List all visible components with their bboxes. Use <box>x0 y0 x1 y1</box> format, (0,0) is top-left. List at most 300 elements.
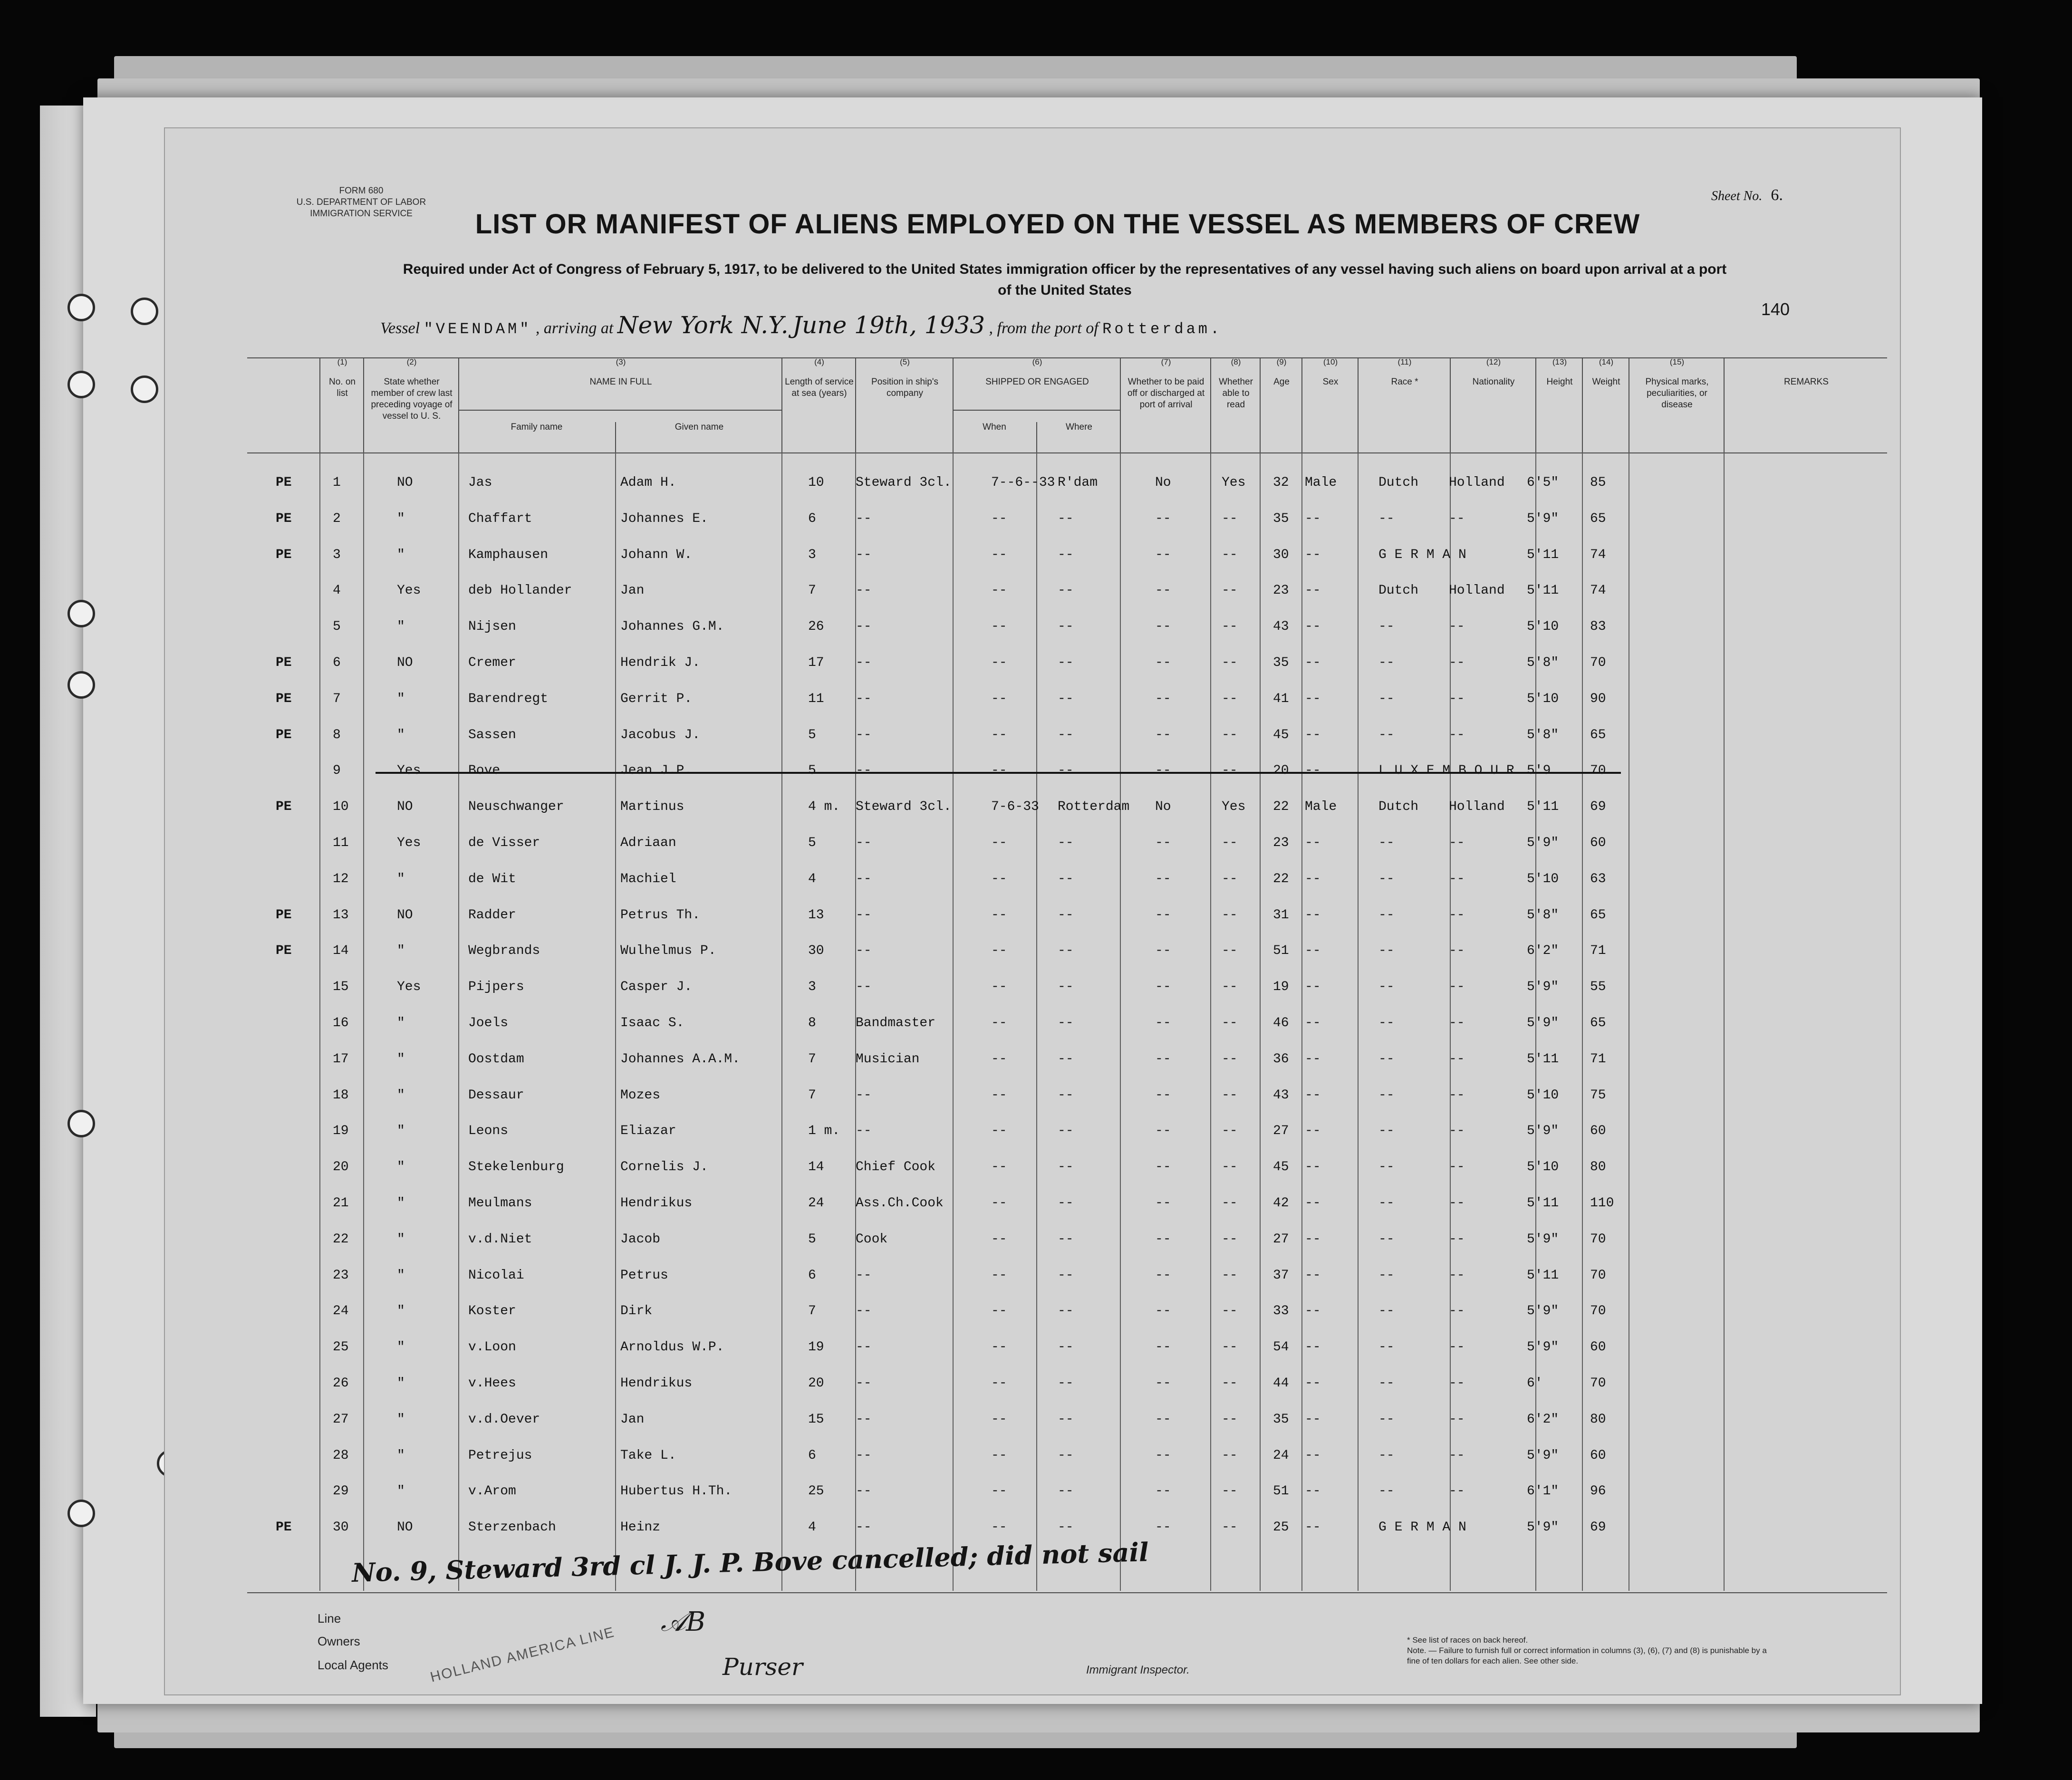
age-cell: 23 <box>1273 836 1289 850</box>
pe-margin-mark: PE <box>276 475 292 490</box>
row-number-cell: 7 <box>333 691 341 706</box>
column-header-name: (3) NAME IN FULL <box>458 357 782 452</box>
position-cell: -- <box>856 836 872 850</box>
paid-off-cell: -- <box>1155 980 1171 995</box>
position-cell: Chief Cook <box>856 1160 936 1175</box>
shipped-where-cell: -- <box>1058 1412 1074 1427</box>
nationality-cell: -- <box>1449 980 1465 995</box>
sex-cell: -- <box>1305 583 1321 598</box>
weight-cell: 70 <box>1590 1304 1606 1319</box>
able-to-read-cell: -- <box>1222 836 1238 850</box>
binder-ring <box>131 298 158 325</box>
prev-voyage-cell: " <box>397 1484 405 1499</box>
cancellation-note: No. 9, Steward 3rd cl J. J. P. Bove cancelled; did not sail <box>351 1537 1149 1588</box>
paid-off-cell: -- <box>1155 1376 1171 1391</box>
race-cell: -- <box>1378 1016 1395 1030</box>
shipped-where-cell: Rotterdam <box>1058 799 1130 815</box>
table-row <box>0 1006 1606 1042</box>
race-cell: -- <box>1378 1484 1395 1499</box>
family-name-cell: Petrejus <box>468 1448 532 1463</box>
given-name-cell: Johannes G.M. <box>620 619 724 635</box>
line-label: Line <box>318 1611 341 1626</box>
pe-margin-mark: PE <box>276 547 292 562</box>
service-years-cell: 6 <box>808 1448 816 1463</box>
column-header-read: (8) Whether able to read <box>1210 357 1261 452</box>
shipped-when-cell: -- <box>991 1232 1007 1247</box>
age-cell: 22 <box>1273 871 1289 886</box>
prev-voyage-cell: Yes <box>397 836 421 850</box>
sex-cell: -- <box>1305 1520 1321 1535</box>
race-note: * See list of races on back hereof. <box>1407 1636 1528 1645</box>
height-cell: 5'10 <box>1527 871 1559 886</box>
from-label: , from the port of <box>989 319 1099 337</box>
shipped-where-cell: -- <box>1058 1160 1074 1175</box>
weight-cell: 83 <box>1590 619 1606 635</box>
height-cell: 6' <box>1527 1376 1543 1391</box>
row-number-cell: 8 <box>333 727 341 742</box>
prev-voyage-cell: " <box>397 1051 405 1067</box>
given-name-cell: Jan <box>620 1412 645 1427</box>
position-cell: -- <box>856 655 872 670</box>
nationality-cell: -- <box>1449 1160 1465 1175</box>
row-number-cell: 24 <box>333 1304 349 1319</box>
footer-notes <box>1407 1635 1778 1666</box>
height-cell: 6'1" <box>1527 1484 1559 1499</box>
table-row <box>0 466 1606 502</box>
nationality-cell: -- <box>1449 1087 1465 1103</box>
given-name-cell: Hendrik J. <box>620 655 701 670</box>
row-number-cell: 4 <box>333 583 341 598</box>
weight-cell: 60 <box>1590 836 1606 850</box>
height-cell: 5'10 <box>1527 619 1559 635</box>
sex-cell: -- <box>1305 1484 1321 1499</box>
given-name-cell: Martinus <box>620 799 684 815</box>
race-cell: -- <box>1378 980 1395 995</box>
position-cell: Steward 3cl. <box>856 475 952 490</box>
row-number-cell: 15 <box>333 980 349 995</box>
paid-off-cell: -- <box>1155 511 1171 526</box>
weight-cell: 74 <box>1590 583 1606 598</box>
family-name-cell: v.Loon <box>468 1340 516 1355</box>
service-years-cell: 5 <box>808 836 816 850</box>
height-cell: 5'11 <box>1527 583 1559 598</box>
race-cell: -- <box>1378 1340 1395 1355</box>
nationality-cell: -- <box>1449 871 1465 886</box>
paid-off-cell: -- <box>1155 1232 1171 1247</box>
age-cell: 27 <box>1273 1124 1289 1139</box>
prev-voyage-cell: Yes <box>397 583 421 598</box>
position-cell: -- <box>856 1484 872 1499</box>
vessel-line <box>380 311 1664 339</box>
height-cell: 5'10 <box>1527 1087 1559 1103</box>
shipped-where-cell: -- <box>1058 1304 1074 1319</box>
race-cell: -- <box>1378 907 1395 923</box>
age-cell: 22 <box>1273 799 1289 815</box>
sex-cell: -- <box>1305 943 1321 959</box>
page-number: 140 <box>1761 299 1790 319</box>
paid-off-cell: -- <box>1155 547 1171 562</box>
service-years-cell: 13 <box>808 907 824 923</box>
weight-cell: 63 <box>1590 871 1606 886</box>
position-cell: Ass.Ch.Cook <box>856 1196 944 1211</box>
service-years-cell: 5 <box>808 1232 816 1247</box>
service: IMMIGRATION SERVICE <box>310 209 413 219</box>
row-number-cell: 13 <box>333 907 349 923</box>
height-cell: 5'11 <box>1527 1051 1559 1067</box>
pe-margin-mark: PE <box>276 907 292 923</box>
paid-off-cell: -- <box>1155 1448 1171 1463</box>
column-header-no: (1) No. on list <box>319 357 364 452</box>
service-years-cell: 24 <box>808 1196 824 1211</box>
position-cell: -- <box>856 511 872 526</box>
form-subtitle <box>304 259 1825 301</box>
service-years-cell: 11 <box>808 691 824 706</box>
nationality-cell: -- <box>1449 1448 1465 1463</box>
age-cell: 30 <box>1273 547 1289 562</box>
given-name-cell: Petrus Th. <box>620 907 701 923</box>
paid-off-cell: -- <box>1155 583 1171 598</box>
prev-voyage-cell: " <box>397 1016 405 1030</box>
nationality-cell: -- <box>1449 1340 1465 1355</box>
family-name-cell: Pijpers <box>468 980 524 995</box>
column-header-position: (5) Position in ship's company <box>855 357 954 452</box>
binder-ring <box>131 375 158 403</box>
row-number-cell: 2 <box>333 511 341 526</box>
shipped-where-cell: -- <box>1058 511 1074 526</box>
arrival-port: New York N.Y. <box>617 311 789 339</box>
weight-cell: 60 <box>1590 1448 1606 1463</box>
table-row <box>0 1330 1606 1366</box>
age-cell: 35 <box>1273 511 1289 526</box>
height-cell: 5'9" <box>1527 1016 1559 1030</box>
shipped-where-cell: -- <box>1058 1520 1074 1535</box>
where-header: Where <box>1036 422 1121 452</box>
row-number-cell: 11 <box>333 836 349 850</box>
sex-cell: -- <box>1305 1268 1321 1283</box>
race-cell: -- <box>1378 836 1395 850</box>
position-cell: -- <box>856 1268 872 1283</box>
sex-cell: -- <box>1305 1232 1321 1247</box>
shipped-where-cell: -- <box>1058 980 1074 995</box>
column-header-nationality: (12) Nationality <box>1450 357 1536 452</box>
age-cell: 51 <box>1273 943 1289 959</box>
race-cell: -- <box>1378 619 1395 635</box>
weight-cell: 75 <box>1590 1087 1606 1103</box>
shipped-where-cell: -- <box>1058 1268 1074 1283</box>
table-row <box>0 1439 1606 1475</box>
age-cell: 45 <box>1273 727 1289 742</box>
age-cell: 23 <box>1273 583 1289 598</box>
family-name-cell: Nijsen <box>468 619 516 635</box>
row-number-cell: 6 <box>333 655 341 670</box>
position-cell: -- <box>856 907 872 923</box>
race-cell: -- <box>1378 727 1395 742</box>
table-row <box>0 1114 1606 1150</box>
row-number-cell: 21 <box>333 1196 349 1211</box>
able-to-read-cell: -- <box>1222 1232 1238 1247</box>
pe-margin-mark: PE <box>276 799 292 815</box>
shipped-when-cell: -- <box>991 1124 1007 1139</box>
height-cell: 6'5" <box>1527 475 1559 490</box>
weight-cell: 70 <box>1590 1232 1606 1247</box>
nationality-cell: -- <box>1449 511 1465 526</box>
purser-title: Purser <box>723 1653 803 1681</box>
family-name-cell: Radder <box>468 907 516 923</box>
nationality-cell: -- <box>1449 1268 1465 1283</box>
shipped-where-cell: -- <box>1058 1051 1074 1067</box>
age-cell: 24 <box>1273 1448 1289 1463</box>
paid-off-cell: -- <box>1155 1340 1171 1355</box>
age-cell: 35 <box>1273 1412 1289 1427</box>
row-number-cell: 22 <box>333 1232 349 1247</box>
shipped-when-cell: -- <box>991 655 1007 670</box>
height-cell: 5'9" <box>1527 1448 1559 1463</box>
given-name-cell: Hendrikus <box>620 1376 693 1391</box>
shipped-where-cell: -- <box>1058 907 1074 923</box>
position-cell: Cook <box>856 1232 888 1247</box>
given-name-cell: Petrus <box>620 1268 668 1283</box>
subtitle-line: Required under Act of Congress of February 5, 1917, to be delivered to the United States immigration officer by the representatives of any vessel having such aliens on board upon arrival at a port <box>403 261 1727 277</box>
nationality-cell: -- <box>1449 1484 1465 1499</box>
shipped-when-cell: -- <box>991 1160 1007 1175</box>
name-subrule <box>458 410 781 411</box>
vessel-label: Vessel <box>380 319 420 337</box>
able-to-read-cell: -- <box>1222 619 1238 635</box>
service-years-cell: 3 <box>808 547 816 562</box>
prev-voyage-cell: " <box>397 1160 405 1175</box>
table-row <box>0 862 1606 898</box>
footer-rule <box>247 1592 1887 1593</box>
height-cell: 5'8" <box>1527 727 1559 742</box>
given-name-cell: Mozes <box>620 1087 661 1103</box>
weight-cell: 70 <box>1590 763 1606 779</box>
table-row <box>0 502 1606 538</box>
family-name-header: Family name <box>511 422 563 432</box>
shipped-where-cell: -- <box>1058 836 1074 850</box>
prev-voyage-cell: Yes <box>397 980 421 995</box>
position-cell: -- <box>856 619 872 635</box>
age-cell: 20 <box>1273 763 1289 779</box>
family-name-cell: Joels <box>468 1016 509 1030</box>
sex-cell: -- <box>1305 1124 1321 1139</box>
table-row <box>0 1259 1606 1295</box>
pe-margin-mark: PE <box>276 727 292 742</box>
paid-off-cell: -- <box>1155 1268 1171 1283</box>
given-name-cell: Adam H. <box>620 475 676 490</box>
service-years-cell: 8 <box>808 1016 816 1030</box>
age-cell: 36 <box>1273 1051 1289 1067</box>
sex-cell: -- <box>1305 871 1321 886</box>
prev-voyage-cell: Yes <box>397 763 421 779</box>
height-cell: 5'11 <box>1527 1196 1559 1211</box>
sex-cell: Male <box>1305 475 1337 490</box>
family-name-cell: de Wit <box>468 871 516 886</box>
family-name-cell: Chaffart <box>468 511 532 526</box>
race-cell: -- <box>1378 1232 1395 1247</box>
row-number-cell: 28 <box>333 1448 349 1463</box>
nationality-cell: -- <box>1449 836 1465 850</box>
sex-cell: -- <box>1305 836 1321 850</box>
shipped-where-cell: -- <box>1058 727 1074 742</box>
prev-voyage-cell: " <box>397 1087 405 1103</box>
position-cell: -- <box>856 871 872 886</box>
sex-cell: -- <box>1305 1051 1321 1067</box>
paid-off-cell: -- <box>1155 871 1171 886</box>
able-to-read-cell: -- <box>1222 1412 1238 1427</box>
family-name-cell: Nicolai <box>468 1268 524 1283</box>
paid-off-cell: -- <box>1155 943 1171 959</box>
shipped-when-cell: -- <box>991 1448 1007 1463</box>
family-name-cell: Cremer <box>468 655 516 670</box>
prev-voyage-cell: " <box>397 1412 405 1427</box>
column-header-service: (4) Length of service at sea (years) <box>781 357 856 452</box>
service-years-cell: 25 <box>808 1484 824 1499</box>
purser-signature: 𝒜B <box>661 1607 706 1637</box>
column-rule <box>1582 452 1583 1591</box>
column-header-prev-voyage: (2) State whether member of crew last preceding voyage of vessel to U. S. <box>363 357 459 452</box>
service-years-cell: 5 <box>808 727 816 742</box>
form-label <box>285 185 437 220</box>
nationality-cell: -- <box>1449 655 1465 670</box>
given-name-header: Given name <box>615 422 782 452</box>
height-cell: 6'2" <box>1527 943 1559 959</box>
paid-off-cell: -- <box>1155 763 1171 779</box>
paid-off-cell: -- <box>1155 836 1171 850</box>
sex-cell: -- <box>1305 907 1321 923</box>
pe-margin-mark: PE <box>276 511 292 526</box>
pe-margin-mark: PE <box>276 943 292 959</box>
local-agents-label: Local Agents <box>318 1658 388 1672</box>
sex-cell: -- <box>1305 511 1321 526</box>
service-years-cell: 20 <box>808 1376 824 1391</box>
paid-off-cell: -- <box>1155 727 1171 742</box>
family-name-cell: Dessaur <box>468 1087 524 1103</box>
shipped-when-cell: -- <box>991 1051 1007 1067</box>
nationality-cell: -- <box>1449 619 1465 635</box>
age-cell: 43 <box>1273 619 1289 635</box>
service-years-cell: 1 m. <box>808 1124 840 1139</box>
arriving-label: , arriving at <box>535 319 614 337</box>
subtitle-line: of the United States <box>998 282 1132 298</box>
family-name-cell: Wegbrands <box>468 943 540 959</box>
prev-voyage-cell: NO <box>397 475 413 490</box>
shipped-where-cell: R'dam <box>1058 475 1098 490</box>
nationality-cell: -- <box>1449 1016 1465 1030</box>
able-to-read-cell: -- <box>1222 727 1238 742</box>
column-header-shipped: (6) SHIPPED OR ENGAGED <box>953 357 1121 452</box>
shipped-when-cell: -- <box>991 1196 1007 1211</box>
race-cell: Dutch <box>1378 475 1419 490</box>
race-cell: -- <box>1378 871 1395 886</box>
prev-voyage-cell: NO <box>397 655 413 670</box>
weight-cell: 110 <box>1590 1196 1614 1211</box>
position-cell: -- <box>856 763 872 779</box>
weight-cell: 65 <box>1590 511 1606 526</box>
row-number-cell: 27 <box>333 1412 349 1427</box>
position-cell: -- <box>856 943 872 959</box>
position-cell: -- <box>856 1412 872 1427</box>
age-cell: 54 <box>1273 1340 1289 1355</box>
sex-cell: -- <box>1305 1340 1321 1355</box>
prev-voyage-cell: " <box>397 943 405 959</box>
nationality-cell: -- <box>1449 943 1465 959</box>
shipped-when-cell: -- <box>991 1304 1007 1319</box>
nationality-cell: -- <box>1449 1412 1465 1427</box>
shipped-where-cell: -- <box>1058 691 1074 706</box>
height-cell: 5'9" <box>1527 511 1559 526</box>
given-name-cell: Casper J. <box>620 980 693 995</box>
given-name-cell: Arnoldus W.P. <box>620 1340 724 1355</box>
shipped-when-cell: -- <box>991 511 1007 526</box>
table-row <box>0 1403 1606 1439</box>
paid-off-cell: -- <box>1155 1016 1171 1030</box>
age-cell: 25 <box>1273 1520 1289 1535</box>
able-to-read-cell: -- <box>1222 943 1238 959</box>
age-cell: 51 <box>1273 1484 1289 1499</box>
nationality-cell: Holland <box>1449 475 1505 490</box>
able-to-read-cell: -- <box>1222 1268 1238 1283</box>
paid-off-cell: -- <box>1155 1124 1171 1139</box>
age-cell: 41 <box>1273 691 1289 706</box>
shipped-subrule <box>953 410 1120 411</box>
column-header-height: (13) Height <box>1535 357 1583 452</box>
row-number-cell: 1 <box>333 475 341 490</box>
nationality-cell: Holland <box>1449 799 1505 815</box>
age-cell: 32 <box>1273 475 1289 490</box>
race-cell: -- <box>1378 1412 1395 1427</box>
able-to-read-cell: -- <box>1222 511 1238 526</box>
nationality-cell: -- <box>1449 1051 1465 1067</box>
sheet-label: Sheet No. <box>1711 189 1763 203</box>
shipped-when-cell: -- <box>991 907 1007 923</box>
row-number-cell: 17 <box>333 1051 349 1067</box>
age-cell: 46 <box>1273 1016 1289 1030</box>
shipped-when-cell: -- <box>991 1520 1007 1535</box>
shipped-when-cell: -- <box>991 763 1007 779</box>
row-number-cell: 10 <box>333 799 349 815</box>
nationality-cell: -- <box>1449 691 1465 706</box>
given-name-cell: Jean J.P. <box>620 763 693 779</box>
service-years-cell: 15 <box>808 1412 824 1427</box>
weight-cell: 71 <box>1590 943 1606 959</box>
nationality-cell: -- <box>1449 1304 1465 1319</box>
sex-cell: -- <box>1305 1016 1321 1030</box>
able-to-read-cell: -- <box>1222 1376 1238 1391</box>
form-number: FORM 680 <box>339 186 384 196</box>
sex-cell: -- <box>1305 1160 1321 1175</box>
race-cell: -- <box>1378 1196 1395 1211</box>
table-row <box>0 646 1606 682</box>
able-to-read-cell: -- <box>1222 1124 1238 1139</box>
shipped-where-cell: -- <box>1058 583 1074 598</box>
department: U.S. DEPARTMENT OF LABOR <box>296 197 426 207</box>
prev-voyage-cell: " <box>397 1232 405 1247</box>
given-name-cell: Jacob <box>620 1232 661 1247</box>
race-cell: -- <box>1378 1268 1395 1283</box>
sex-cell: -- <box>1305 655 1321 670</box>
form-title: LIST OR MANIFEST OF ALIENS EMPLOYED ON THE VESSEL AS MEMBERS OF CREW <box>475 209 1640 240</box>
sex-cell: Male <box>1305 799 1337 815</box>
family-name-cell: Bove <box>468 763 501 779</box>
column-header-physical-marks: (15) Physical marks, peculiarities, or disease <box>1629 357 1725 452</box>
given-name-cell: Johannes A.A.M. <box>620 1051 741 1067</box>
given-name-cell: Isaac S. <box>620 1016 684 1030</box>
table-row <box>0 1150 1606 1186</box>
height-cell: 5'9" <box>1527 1232 1559 1247</box>
row-number-cell: 25 <box>333 1340 349 1355</box>
service-years-cell: 4 m. <box>808 799 840 815</box>
weight-cell: 71 <box>1590 1051 1606 1067</box>
